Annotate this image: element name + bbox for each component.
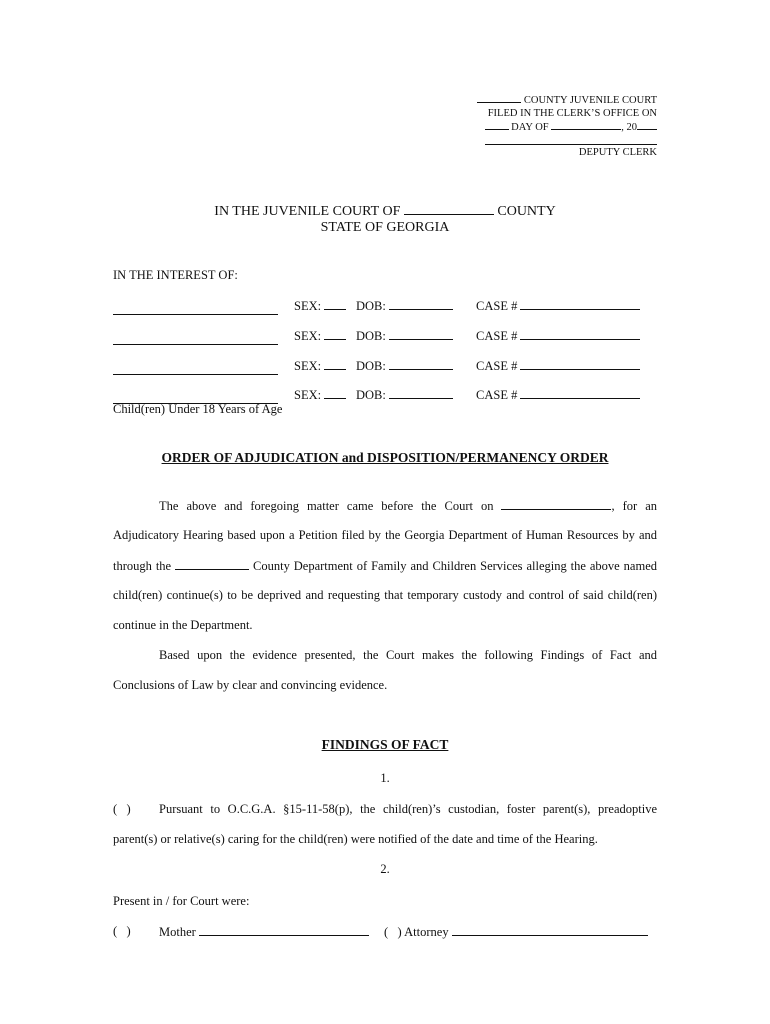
dob-blank[interactable]: [389, 298, 453, 310]
present-label: Present in / for Court were:: [113, 894, 250, 908]
child-dob-field: DOB:: [356, 387, 453, 403]
mother-checkbox[interactable]: ( ): [113, 924, 131, 938]
child-dob-field: DOB:: [356, 328, 453, 344]
finding-1-line2: parent(s) or relative(s) caring for the child(ren) were notified of the date and time of the Hearing.: [113, 832, 598, 846]
sex-blank[interactable]: [324, 387, 346, 399]
para2-line1: Based upon the evidence presented, the Court makes the following Findings of Fact and: [159, 648, 657, 662]
para1-line2: Adjudicatory Hearing based upon a Petition filed by the Georgia Department of Human Resources by and: [113, 528, 657, 542]
sex-blank[interactable]: [324, 298, 346, 310]
attorney-field: [384, 924, 648, 940]
deputy-clerk-label: DEPUTY CLERK: [578, 146, 657, 158]
stamp-line-1: COUNTY JUVENILE COURT: [477, 93, 657, 108]
para1-line4: child(ren) continue(s) to be deprived and requesting that temporary custody and control of said child(ren): [113, 588, 657, 602]
clerk-stamp: [477, 93, 657, 159]
dob-blank[interactable]: [389, 358, 453, 370]
day-blank[interactable]: [485, 120, 509, 130]
child-case-field: CASE #: [476, 298, 640, 314]
child-sex-field: SEX:: [294, 358, 346, 374]
month-blank[interactable]: [551, 120, 621, 130]
finding-1-checkbox[interactable]: ( ): [113, 802, 131, 816]
dob-blank[interactable]: [389, 328, 453, 340]
child-case-field: CASE #: [476, 387, 640, 403]
court-county-blank[interactable]: [404, 203, 494, 215]
child-sex-field: SEX:: [294, 298, 346, 314]
child-sex-field: SEX:: [294, 328, 346, 344]
county-blank[interactable]: [477, 93, 521, 103]
finding-1-number: 1.: [380, 771, 390, 785]
case-number-blank[interactable]: [520, 358, 640, 370]
stamp-line-3: DAY OF , 20: [477, 120, 657, 135]
clerk-signature-line[interactable]: [485, 135, 657, 145]
finding-1-line1: Pursuant to O.C.G.A. §15-11-58(p), the child(ren)’s custodian, foster parent(s), preadoptive: [159, 802, 657, 816]
attorney-name-blank[interactable]: [452, 924, 648, 936]
dfcs-county-blank[interactable]: [175, 558, 249, 570]
child-sex-field: SEX:: [294, 387, 346, 403]
child-dob-field: DOB:: [356, 298, 453, 314]
interest-label: IN THE INTEREST OF:: [113, 268, 238, 282]
court-title-line-2: STATE OF GEORGIA: [320, 220, 450, 235]
court-title-line-1: IN THE JUVENILE COURT OF COUNTY: [214, 204, 556, 219]
findings-title: FINDINGS OF FACT: [321, 737, 449, 752]
child-name-blank[interactable]: [113, 328, 278, 345]
para2-line2: Conclusions of Law by clear and convincing evidence.: [113, 678, 388, 692]
case-number-blank[interactable]: [520, 387, 640, 399]
finding-2-number: 2.: [380, 862, 390, 876]
mother-name-blank[interactable]: [199, 924, 369, 936]
child-dob-field: DOB:: [356, 358, 453, 374]
mother-field: Mother: [159, 924, 369, 940]
para1-line3: through the County Department of Family and Children Services alleging the above named: [113, 559, 657, 573]
order-title: ORDER OF ADJUDICATION and DISPOSITION/PERMANENCY ORDER: [161, 450, 609, 465]
hearing-date-blank[interactable]: [501, 498, 611, 510]
year-blank[interactable]: [637, 120, 657, 130]
dob-blank[interactable]: [389, 387, 453, 399]
para1-line5: continue in the Department.: [113, 618, 253, 632]
case-number-blank[interactable]: [520, 328, 640, 340]
stamp-line-2: FILED IN THE CLERK’S OFFICE ON: [487, 107, 657, 119]
child-name-blank[interactable]: [113, 358, 278, 375]
children-caption: Child(ren) Under 18 Years of Age: [113, 402, 283, 416]
case-number-blank[interactable]: [520, 298, 640, 310]
attorney-checkbox[interactable]: ( ) Attorney: [384, 925, 449, 939]
child-case-field: CASE #: [476, 358, 640, 374]
child-name-blank[interactable]: [113, 298, 278, 315]
sex-blank[interactable]: [324, 328, 346, 340]
child-case-field: CASE #: [476, 328, 640, 344]
sex-blank[interactable]: [324, 358, 346, 370]
para1-line1: The above and foregoing matter came before the Court on , for an: [159, 499, 658, 513]
